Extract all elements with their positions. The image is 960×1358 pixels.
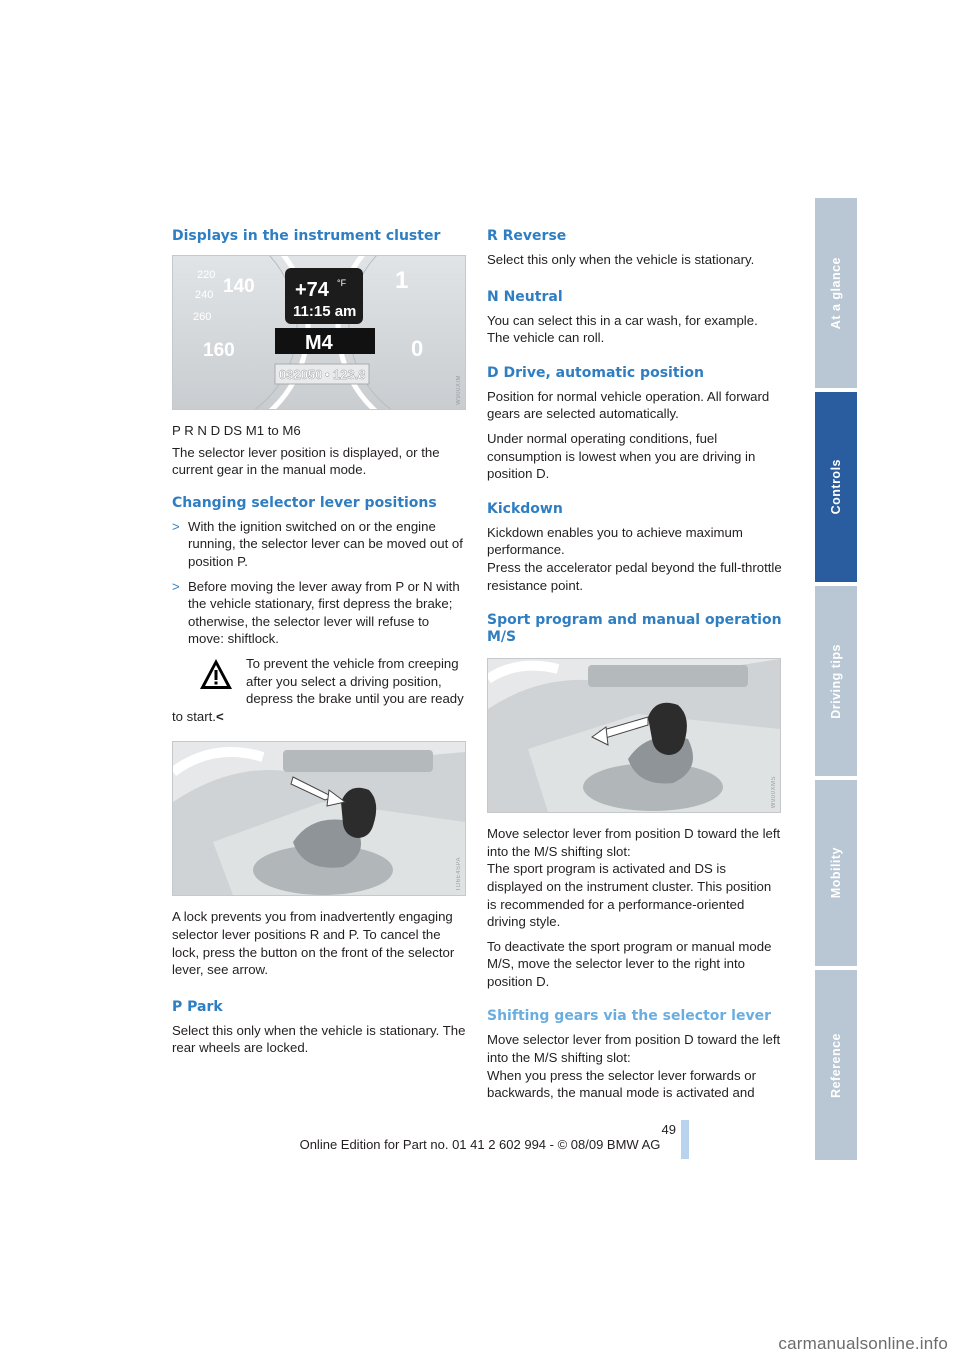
watermark: carmanualsonline.info (778, 1334, 948, 1353)
speed-tick: 240 (195, 289, 214, 301)
tab-label: Mobility (829, 847, 843, 899)
left-column (172, 228, 468, 1064)
time-readout: 11:15 am (293, 303, 357, 320)
shifting-heading: Shifting gears via the selector lever (487, 1008, 771, 1025)
reverse-text: Select this only when the vehicle is stationary. (487, 252, 755, 267)
warning-end-marker: < (215, 708, 224, 724)
neutral-text: You can select this in a car wash, for example. The vehicle can roll. (487, 312, 758, 346)
shifting-text-1: Move selector lever from position D toward the left into the M/S shifting slot: (487, 1032, 781, 1066)
list-item: > With the ignition switched on or the engine running, the selector lever can be moved out of position P. (172, 518, 463, 569)
kickdown-text: Kickdown enables you to achieve maximum performance. (487, 524, 743, 558)
kickdown-heading: Kickdown (487, 500, 563, 517)
bullet-marker: > (172, 518, 180, 534)
gear-readout: M4 (305, 332, 333, 354)
drive-text-2: Under normal operating conditions, fuel consumption is lowest when you are driving in position D. (487, 430, 756, 482)
reverse-heading: R Reverse (487, 228, 567, 244)
displays-heading: Displays in the instrument cluster (172, 228, 441, 244)
displayed-text: The selector lever position is displayed, or the current gear in the manual mode. (172, 444, 440, 478)
list-item: > Before moving the lever away from P or N with the vehicle stationary, first depress the brake; otherwise, the selector lever will refuse to move: shiftlock. (172, 578, 460, 647)
rpm-tick: 1 (395, 267, 409, 294)
svg-text:•: • (325, 367, 330, 382)
sport-lever-figure (487, 658, 781, 813)
drive-text-1: Position for normal vehicle operation. All forward gears are selected automatically. (487, 388, 770, 422)
page-number: 49 (661, 1122, 676, 1137)
shifting-text-2: When you press the selector lever forwards or backwards, the manual mode is activated and (487, 1067, 756, 1101)
instrument-cluster-illustration (173, 256, 465, 409)
instrument-cluster-figure (172, 255, 466, 410)
tab-label: Driving tips (829, 643, 843, 719)
positions-text: P R N D DS M1 to M6 (172, 423, 301, 438)
selector-lever-illustration (173, 742, 465, 895)
warning-text: To prevent the vehicle from creeping after you select a driving position, depress the brake until you are ready to start. (172, 655, 464, 724)
trip-readout: 123.8 (333, 367, 366, 382)
speed-tick: 160 (203, 340, 235, 361)
tab-at-a-glance[interactable] (815, 198, 857, 388)
park-text: Select this only when the vehicle is stationary. The rear wheels are locked. (172, 1022, 466, 1056)
warning-triangle-icon (198, 657, 234, 691)
right-column (487, 228, 783, 1109)
tab-mobility[interactable] (815, 780, 857, 966)
figure-code: W900XMS (771, 775, 777, 809)
bullet-list (172, 518, 468, 648)
lock-text: A lock prevents you from inadvertently engaging selector lever positions R and P. To cancel the lock, press the button on the front of the selector lever, see arrow. (172, 909, 455, 978)
odometer-readout: 032050 (279, 367, 323, 382)
rpm-tick: 0 (411, 336, 424, 361)
temperature-unit: °F (337, 278, 347, 288)
tab-reference[interactable] (815, 970, 857, 1160)
sport-heading: Sport program and manual operation M/S (487, 612, 782, 646)
footer-edition: Online Edition for Part no. 01 41 2 602 994 - © 08/09 BMW AG (299, 1137, 661, 1152)
sport-text-2: The sport program is activated and DS is displayed on the instrument cluster. This position is recommended for a performance-oriented driving style. (487, 861, 772, 930)
warning-note (172, 655, 468, 725)
tab-driving-tips[interactable] (815, 586, 857, 776)
sport-text-1: Move selector lever from position D toward the left into the M/S shifting slot: (487, 826, 781, 859)
speed-tick: 140 (223, 276, 255, 297)
park-heading: P Park (172, 998, 223, 1015)
tab-controls[interactable] (815, 392, 857, 582)
tab-label: Controls (829, 459, 843, 515)
speed-tick: 260 (193, 311, 212, 323)
chapter-sidebar (815, 198, 857, 1160)
tab-label: At a glance (829, 256, 843, 330)
speed-tick: 220 (197, 269, 216, 281)
figure-code: TD6E4SPA (456, 857, 462, 892)
kickdown-text-2: Press the accelerator pedal beyond the full-throttle resistance point. (487, 559, 782, 593)
selector-lever-figure (172, 741, 466, 896)
figure-code: W900XIM (456, 375, 462, 405)
tab-label: Reference (829, 1032, 843, 1098)
sport-lever-illustration (488, 659, 780, 812)
bullet-marker: > (172, 578, 180, 594)
sport-text-3: To deactivate the sport program or manual mode M/S, move the selector lever to the right into position D. (487, 938, 772, 989)
temperature-readout: +74 (295, 279, 329, 301)
drive-heading: D Drive, automatic position (487, 364, 704, 381)
neutral-heading: N Neutral (487, 288, 563, 305)
changing-heading: Changing selector lever positions (172, 494, 437, 511)
